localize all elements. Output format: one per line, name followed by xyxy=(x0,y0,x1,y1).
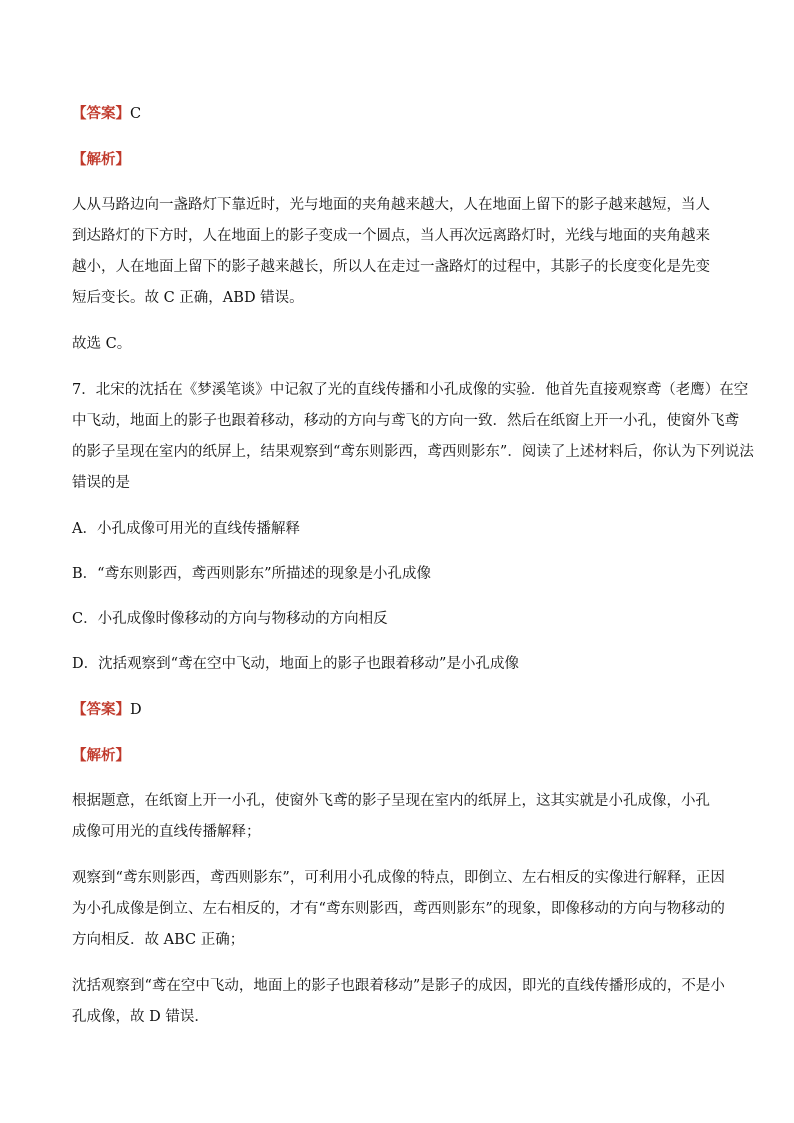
analysis-paragraph-4 xyxy=(72,971,725,1033)
analysis-heading-1 xyxy=(72,144,722,176)
analysis-line: 沈括观察到“鸢在空中飞动，地面上的影子也跟着移动”是影子的成因，即光的直线传播形成的，不是小 xyxy=(72,978,725,994)
option-b: B．“鸢东则影西，鸢西则影东”所描述的现象是小孔成像 xyxy=(72,566,431,582)
analysis-line: 成像可用光的直线传播解释； xyxy=(72,824,261,840)
analysis-label-open: 【 xyxy=(72,151,87,168)
analysis-label: 解析 xyxy=(86,151,116,168)
question-7 xyxy=(72,375,754,499)
analysis-line: 人从马路边向一盏路灯下靠近时，光与地面的夹角越来越大，人在地面上留下的影子越来越短，当人 xyxy=(72,197,710,213)
answer-label: 答案 xyxy=(86,105,116,122)
analysis-line: 短后变长。故 C 正确，ABD 错误。 xyxy=(72,290,304,306)
analysis-label-close: 】 xyxy=(115,151,130,168)
answer-heading-2 xyxy=(72,694,722,726)
analysis-line: 为小孔成像是倒立、左右相反的，才有“鸢东则影西，鸢西则影东”的现象，即像移动的方向与物移动的 xyxy=(72,901,725,917)
answer-label-close: 】 xyxy=(115,105,130,122)
analysis-line: 观察到“鸢东则影西，鸢西则影东”，可利用小孔成像的特点，即倒立、左右相反的实像进行解释，正因 xyxy=(72,870,725,886)
analysis-label-open: 【 xyxy=(72,747,87,764)
analysis-line: 孔成像，故 D 错误． xyxy=(72,1009,209,1025)
answer-label-open: 【 xyxy=(72,105,87,122)
option-c: C．小孔成像时像移动的方向与物移动的方向相反 xyxy=(72,611,388,627)
analysis-label: 解析 xyxy=(86,747,116,764)
analysis-heading-2 xyxy=(72,740,722,772)
question-line: 的影子呈现在室内的纸屏上，结果观察到“鸢东则影西，鸢西则影东”．阅读了上述材料后，你认为下列说法 xyxy=(72,444,754,460)
analysis-line: 越小，人在地面上留下的影子越来越长，所以人在走过一盏路灯的过程中，其影子的长度变化是先变 xyxy=(72,259,710,275)
option-d: D．沈括观察到“鸢在空中飞动，地面上的影子也跟着移动”是小孔成像 xyxy=(72,656,519,672)
analysis-paragraph-2 xyxy=(72,786,722,848)
analysis-paragraph-3 xyxy=(72,863,725,956)
analysis-line: 到达路灯的下方时，人在地面上的影子变成一个圆点，当人再次远离路灯时，光线与地面的夹角越来 xyxy=(72,228,710,244)
answer-label: 答案 xyxy=(86,701,116,718)
answer-value: D xyxy=(130,702,142,718)
question-line: 7．北宋的沈括在《梦溪笔谈》中记叙了光的直线传播和小孔成像的实验．他首先直接观察鸢（老鹰）在空 xyxy=(72,382,749,398)
question-line: 中飞动，地面上的影子也跟着移动，移动的方向与鸢飞的方向一致．然后在纸窗上开一小孔，使窗外飞鸢 xyxy=(72,413,739,429)
document-page xyxy=(72,98,754,1033)
question-line: 错误的是 xyxy=(72,475,130,491)
analysis-label-close: 】 xyxy=(115,747,130,764)
choice-statement: 故选 C。 xyxy=(72,336,132,352)
answer-label-close: 】 xyxy=(115,701,130,718)
analysis-line: 方向相反．故 ABC 正确； xyxy=(72,932,245,948)
analysis-line: 根据题意，在纸窗上开一小孔，使窗外飞鸢的影子呈现在室内的纸屏上，这其实就是小孔成像，小孔 xyxy=(72,793,710,809)
analysis-paragraph-1 xyxy=(72,190,722,314)
answer-heading-1 xyxy=(72,98,722,130)
answer-value: C xyxy=(130,106,142,122)
option-a: A．小孔成像可用光的直线传播解释 xyxy=(72,521,300,537)
answer-label-open: 【 xyxy=(72,701,87,718)
